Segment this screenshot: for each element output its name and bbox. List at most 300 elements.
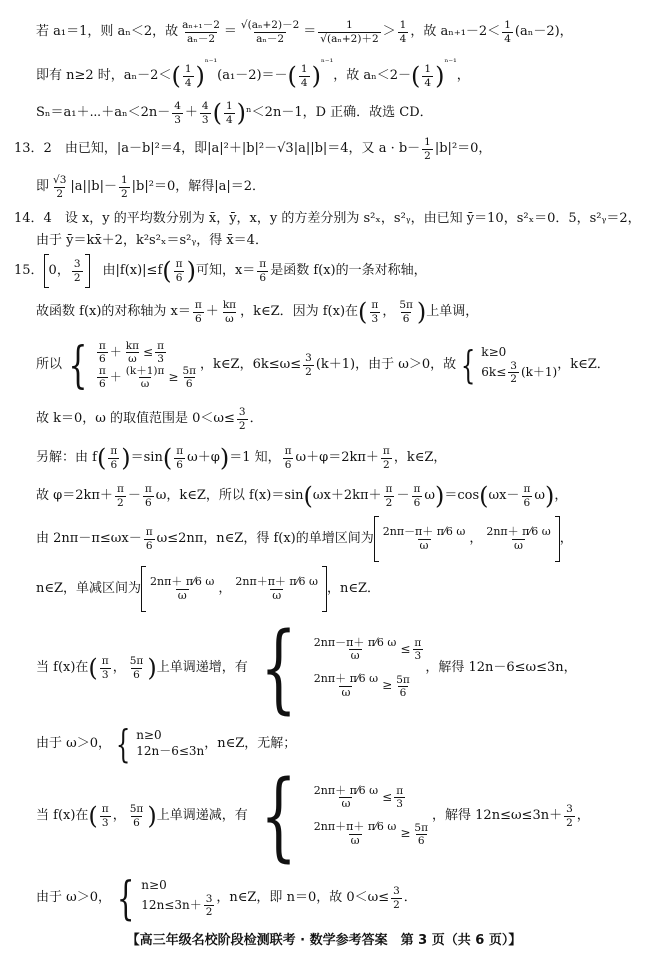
system-row <box>310 785 432 811</box>
numerator: 2nπ＋π＋ π⁄6 ω <box>313 820 397 833</box>
numerator: kπ <box>222 299 237 312</box>
paren-open: ( <box>88 802 98 830</box>
fraction <box>303 352 314 377</box>
fraction <box>508 360 519 385</box>
text: ， <box>469 531 483 547</box>
numerator: π <box>98 339 106 352</box>
paren-open: ( <box>96 444 107 472</box>
brace: { <box>116 871 135 925</box>
text: － <box>396 488 410 504</box>
line-1 <box>36 14 573 50</box>
numerator: 5π <box>396 673 410 686</box>
denominator: ω <box>350 649 360 663</box>
denominator: 6 <box>399 686 407 699</box>
system-rows <box>310 785 432 848</box>
text: 另解：由 f <box>36 450 97 466</box>
paren-open: ( <box>303 482 313 510</box>
fraction <box>200 100 211 125</box>
text: 上单调递增，有 <box>156 660 248 676</box>
numerator: kπ <box>125 339 140 352</box>
fraction <box>233 576 320 602</box>
numerator: 2nπ－π＋ π⁄6 ω <box>313 635 397 649</box>
denominator: ω <box>128 352 137 365</box>
denominator: ω <box>177 588 187 602</box>
denominator: 6 <box>185 378 193 391</box>
text: ω，k∈Z，所以 f(x)＝sin <box>155 488 304 504</box>
system-row <box>310 637 426 663</box>
system-row <box>95 340 200 365</box>
paren-open: ( <box>171 62 181 90</box>
paren-close: ) <box>544 482 555 510</box>
text: (aₙ－2)， <box>514 24 573 40</box>
paren-open: ( <box>212 99 222 127</box>
numerator: 5π <box>182 365 197 377</box>
text: ≥ <box>382 678 393 693</box>
denominator: 3 <box>101 668 109 681</box>
text: 当 f(x)在 <box>36 808 89 824</box>
brace: { <box>259 612 297 724</box>
numerator: 2nπ＋ π⁄6 ω <box>313 672 379 685</box>
denominator: ω <box>350 833 360 847</box>
fraction <box>502 19 513 44</box>
system-row <box>141 893 216 918</box>
denominator: 6 <box>195 312 202 325</box>
numerator: 1 <box>504 19 511 32</box>
exponent: ⁿ⁻¹ <box>444 58 457 68</box>
fraction <box>128 803 146 828</box>
denominator: 2 <box>117 496 124 509</box>
fraction <box>144 526 155 551</box>
numerator: π <box>385 483 393 496</box>
denominator: 2 <box>120 187 128 200</box>
fraction <box>108 445 119 470</box>
paren-open: ( <box>162 444 173 472</box>
fraction <box>384 483 395 508</box>
denominator: ω <box>341 797 351 811</box>
fraction <box>394 674 412 699</box>
fraction <box>148 576 216 602</box>
system <box>62 336 200 394</box>
numerator: π <box>194 299 202 312</box>
line-6 <box>36 294 478 330</box>
system <box>111 871 216 925</box>
fraction <box>369 299 380 324</box>
denominator: 6 <box>402 312 410 325</box>
text: ω＋φ＝2kπ＋ <box>295 450 379 466</box>
denominator: 2 <box>566 816 573 829</box>
numerator: π <box>175 258 183 271</box>
fraction <box>143 483 154 508</box>
denominator: 2 <box>510 373 517 386</box>
fraction <box>119 174 130 199</box>
line-3 <box>36 96 433 130</box>
denominator: 6 <box>176 458 183 471</box>
text: ≤ <box>143 344 154 359</box>
denominator: ω <box>272 588 282 602</box>
line-16 <box>36 872 417 924</box>
text: ＝sin <box>130 450 163 466</box>
paren-open: ( <box>411 62 421 90</box>
denominator: 2 <box>73 271 81 284</box>
text: ≤ <box>400 642 411 657</box>
numerator: 3 <box>393 885 400 898</box>
fraction <box>51 174 68 199</box>
system-row <box>95 365 200 390</box>
text: 可知，x＝ <box>195 263 256 279</box>
numerator: 4 <box>174 100 181 113</box>
text: ， <box>218 581 232 597</box>
paren-close: ) <box>147 802 157 830</box>
line-10 <box>36 478 567 514</box>
denominator: ω <box>419 538 429 552</box>
brace: { <box>259 760 297 872</box>
system-row: 12n－6≤3n <box>136 744 205 758</box>
text: 上单调递减，有 <box>156 808 248 824</box>
denominator: 6 <box>417 834 425 847</box>
fraction <box>299 63 310 88</box>
numerator: π <box>145 526 153 539</box>
fraction <box>412 822 430 847</box>
text: ＋ <box>109 344 122 359</box>
text: ω <box>534 488 545 504</box>
text: 12n≤3n＋ <box>141 898 202 912</box>
system-row <box>310 821 432 847</box>
text: 13．2 由已知，|a－b|²＝4，即|a|²＋|b|²－√3|a||b|＝4，又 a · b－ <box>14 141 421 157</box>
text: ，故 aₙ₊₁－2＜ <box>410 24 501 40</box>
fraction <box>412 637 423 662</box>
denominator: ω <box>140 378 150 391</box>
fraction <box>172 100 183 125</box>
text: ＋ <box>205 304 219 320</box>
text: ． <box>403 890 417 906</box>
numerator: π <box>284 445 292 458</box>
numerator: 5π <box>399 299 413 312</box>
fraction <box>72 258 83 283</box>
line-14 <box>36 722 296 766</box>
text: 故函数 f(x)的对称轴为 x＝ <box>36 304 191 320</box>
fraction <box>312 785 380 811</box>
denominator: 6 <box>259 271 267 284</box>
text: ≤ <box>382 790 393 805</box>
numerator: π <box>414 637 422 650</box>
text: 是函数 f(x)的一条对称轴， <box>270 263 427 279</box>
numerator: 1 <box>399 19 407 32</box>
numerator: π <box>523 483 531 496</box>
fraction <box>521 483 532 508</box>
numerator: π <box>101 803 109 816</box>
numerator: 5π <box>129 803 144 816</box>
system-rows <box>310 637 426 700</box>
text: ，k∈Z． <box>557 357 610 373</box>
text: ， <box>112 660 126 676</box>
fraction <box>484 526 552 552</box>
text: ，解得 12n－6≤ω≤3n， <box>425 660 577 676</box>
fraction <box>174 445 185 470</box>
numerator: 1 <box>346 19 353 32</box>
text: |b|²＝0， <box>434 141 492 157</box>
numerator: 1 <box>424 136 431 149</box>
fraction <box>124 365 167 390</box>
line-15 <box>36 760 590 872</box>
fraction <box>318 19 380 44</box>
text: － <box>127 488 141 504</box>
text: ≥ <box>400 826 411 841</box>
text: (k＋1)，由于 ω＞0，故 <box>315 357 457 373</box>
denominator: 6 <box>110 458 118 471</box>
text: Sₙ＝a₁＋⋯＋aₙ＜2n－ <box>36 105 171 121</box>
text: 即 <box>36 179 50 195</box>
system-rows <box>95 340 200 390</box>
numerator: 1 <box>120 174 128 187</box>
q13-line-1 <box>14 134 491 164</box>
numerator: π <box>382 445 390 458</box>
denominator: 6 <box>144 496 152 509</box>
fraction <box>180 365 198 390</box>
text: ≥ <box>168 369 179 384</box>
numerator: 3 <box>566 803 573 816</box>
line-12 <box>36 566 380 612</box>
numerator: 2nπ＋ π⁄6 ω <box>313 783 379 797</box>
brace: { <box>68 336 88 394</box>
denominator: 6 <box>133 668 140 681</box>
text: ，k∈Z．因为 f(x)在 <box>240 304 359 320</box>
text: 6k≤ <box>481 365 507 379</box>
numerator: 1 <box>300 63 308 76</box>
numerator: 2nπ＋π＋ π⁄6 ω <box>235 574 318 588</box>
text: ，k∈Z，6k≤ω≤ <box>200 357 302 373</box>
fraction <box>381 526 468 552</box>
fraction <box>312 637 399 663</box>
line-8 <box>36 402 263 436</box>
text: 当 f(x)在 <box>36 660 89 676</box>
numerator: 1 <box>225 100 233 113</box>
fraction <box>97 340 108 365</box>
text: 由于 ȳ＝kx̄＋2，k²s²ₓ＝s²ᵧ，得 x̄＝4． <box>36 233 268 249</box>
denominator: ω <box>225 312 234 325</box>
text: ωx＋2kπ＋ <box>312 488 382 504</box>
denominator: 6 <box>175 271 183 284</box>
denominator: 6 <box>284 458 292 471</box>
fraction <box>180 19 222 44</box>
denominator: 2 <box>205 906 213 919</box>
text: ＝ <box>303 24 317 40</box>
denominator: aₙ－2 <box>187 32 216 45</box>
fraction <box>312 673 380 699</box>
fraction <box>174 258 185 283</box>
numerator: π <box>116 483 124 496</box>
fraction <box>97 365 108 390</box>
fraction <box>100 655 111 680</box>
text: ＋ <box>109 369 122 384</box>
paren-open: ( <box>88 654 98 682</box>
denominator: 4 <box>300 76 308 89</box>
numerator: 2nπ－π＋ π⁄6 ω <box>382 524 466 538</box>
paren-close: ) <box>311 62 321 90</box>
denominator: 3 <box>174 113 181 126</box>
q14-line-1 <box>14 208 641 230</box>
fraction <box>422 136 433 161</box>
denominator: 2 <box>393 898 400 911</box>
text: ＞ <box>382 24 396 40</box>
paren-close: ) <box>434 482 445 510</box>
denominator: 4 <box>504 32 511 45</box>
line-7 <box>36 332 610 398</box>
paren-close: ) <box>186 257 196 285</box>
paren-open: ( <box>479 482 489 510</box>
numerator: π <box>371 299 379 312</box>
denominator: 2 <box>424 149 431 162</box>
text: ωx－ <box>488 488 520 504</box>
fraction <box>221 299 238 324</box>
fraction <box>155 340 166 365</box>
text: |b|²＝0，解得|a|＝2． <box>131 179 266 195</box>
text: 即有 n≥2 时，aₙ－2＜ <box>36 68 172 84</box>
fraction <box>398 19 409 44</box>
system-row: k≥0 <box>481 344 507 359</box>
denominator: 3 <box>414 650 422 663</box>
fraction <box>411 483 422 508</box>
numerator: (k＋1)π <box>125 365 165 377</box>
denominator: 3 <box>201 113 209 126</box>
text: ω＋φ <box>187 450 220 466</box>
numerator: √(aₙ+2)－2 <box>240 19 300 32</box>
text: ， <box>576 808 590 824</box>
text: ω <box>424 488 435 504</box>
text: ， <box>554 488 568 504</box>
text: (a₁－2)＝－ <box>217 68 288 84</box>
text: 所以 <box>36 357 63 373</box>
system-rows <box>136 728 204 759</box>
bracket-open <box>374 516 379 562</box>
paren-close: ) <box>236 99 247 127</box>
numerator: π <box>396 785 404 798</box>
fraction <box>257 258 268 283</box>
text: ，n∈Z，无解； <box>204 736 297 752</box>
denominator: 4 <box>399 32 407 45</box>
denominator: 6 <box>145 539 153 552</box>
text: ，故 aₙ＜2－ <box>333 68 412 84</box>
text: ，n∈Z． <box>326 581 380 597</box>
denominator: 2 <box>56 187 64 200</box>
denominator: 6 <box>98 378 106 391</box>
fraction <box>283 445 294 470</box>
fraction <box>237 406 248 431</box>
exponent: ⁿ⁻¹ <box>204 58 218 68</box>
system <box>248 612 426 724</box>
denominator: ω <box>514 538 523 552</box>
numerator: 1 <box>184 63 192 76</box>
numerator: π <box>110 445 118 458</box>
paren-close: ) <box>147 654 157 682</box>
text: n∈Z，单减区间为 <box>36 581 142 597</box>
numerator: π <box>259 258 267 271</box>
denominator: 6 <box>523 496 531 509</box>
denominator: 6 <box>133 816 140 829</box>
system-row <box>310 673 426 699</box>
text: 故 k＝0，ω 的取值范围是 0＜ω≤ <box>36 411 235 427</box>
text: 上单调， <box>426 304 479 320</box>
fraction <box>183 63 194 88</box>
numerator: 3 <box>73 258 81 271</box>
line-2 <box>36 58 470 94</box>
numerator: π <box>144 483 152 496</box>
page-footer: 【高三年级名校阶段检测联考 · 数学参考答案 第 3 页（共 6 页）】 <box>126 933 522 948</box>
text: (k＋1) <box>520 365 558 379</box>
denominator: 3 <box>396 798 403 811</box>
text: ，k∈Z， <box>393 450 447 466</box>
paren-open: ( <box>162 257 172 285</box>
text: 由|f(x)|≤f <box>89 263 163 279</box>
fraction <box>312 821 399 847</box>
exponent: ⁿ⁻¹ <box>320 58 334 68</box>
bracket-open <box>141 566 146 612</box>
denominator: ω <box>341 685 351 699</box>
fraction <box>193 299 204 324</box>
numerator: √3 <box>53 174 67 187</box>
text: ， <box>456 68 470 84</box>
numerator: 4 <box>201 100 209 113</box>
denominator: 4 <box>424 76 432 89</box>
numerator: 2nπ＋ π⁄6 ω <box>150 574 215 588</box>
fraction <box>391 885 402 910</box>
q13-line-2 <box>36 170 265 204</box>
text: ＝1 知， <box>229 450 281 466</box>
text: ． <box>249 411 263 427</box>
line-11 <box>36 516 573 562</box>
fraction <box>239 19 301 44</box>
fraction <box>204 893 215 918</box>
numerator: aₙ₊₁－2 <box>182 19 220 32</box>
system-rows <box>481 345 557 386</box>
text: ⁿ＜2n－1，D 正确．故选 CD． <box>246 105 433 121</box>
denominator: 3 <box>157 352 164 365</box>
system <box>111 722 205 766</box>
line-13 <box>36 612 577 724</box>
text: |a||b|－ <box>70 179 117 195</box>
numerator: 1 <box>424 63 432 76</box>
line-9 <box>36 440 446 476</box>
text: ， <box>382 304 396 320</box>
numerator: 5π <box>414 821 429 834</box>
text: ， <box>112 808 126 824</box>
fraction <box>115 483 126 508</box>
numerator: 2nπ＋ π⁄6 ω <box>486 524 551 538</box>
text: 由 2nπ－π≤ωx－ <box>36 531 142 547</box>
brace: { <box>460 343 476 387</box>
text: ω≤2nπ，n∈Z，得 f(x)的单增区间为 <box>156 531 374 547</box>
text: ，n∈Z，即 n＝0，故 0＜ω≤ <box>216 890 390 906</box>
fraction <box>124 340 141 365</box>
paren-close: ) <box>121 444 131 472</box>
fraction <box>564 803 575 828</box>
denominator: 3 <box>101 816 109 829</box>
numerator: 5π <box>129 655 144 668</box>
fraction <box>224 100 235 125</box>
system-row <box>481 360 557 385</box>
system-row: n≥0 <box>136 728 162 743</box>
numerator: π <box>157 339 164 352</box>
text: ＋ <box>184 105 198 121</box>
fraction <box>397 299 415 324</box>
paren-close: ) <box>195 62 205 90</box>
text: 由于 ω＞0， <box>36 890 112 906</box>
denominator: 2 <box>385 496 393 509</box>
paren-close: ) <box>416 298 427 326</box>
text: ，解得 12n≤ω≤3n＋ <box>432 808 563 824</box>
denominator: 4 <box>184 76 192 89</box>
text: 若 a₁＝1，则 aₙ＜2，故 <box>36 24 179 40</box>
text: 0， <box>48 263 70 279</box>
